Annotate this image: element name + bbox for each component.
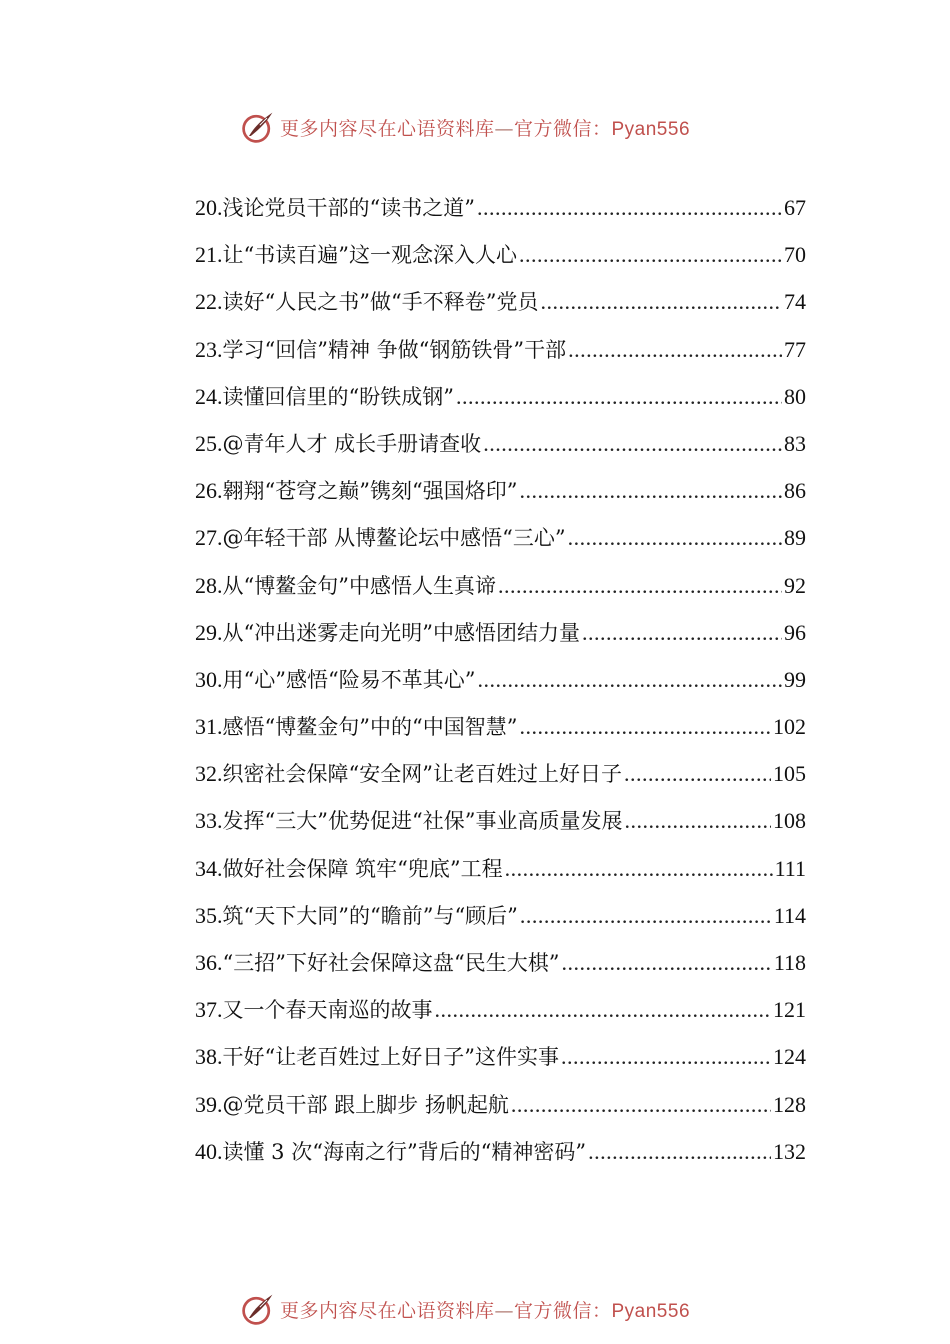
toc-dot-leader: [519, 703, 771, 750]
toc-dot-leader: [435, 986, 772, 1033]
toc-dot-leader: [519, 467, 782, 514]
toc-entry-title: 读懂回信里的“盼铁成钢”: [222, 384, 454, 409]
toc-entry-number: 40.: [195, 1138, 223, 1164]
toc-entry-page: 108: [773, 808, 806, 834]
toc-entry-title: 用“心”感悟“险易不革其心”: [222, 667, 476, 692]
banner-wechat-id: Pyan556: [611, 118, 691, 140]
toc-entry-number: 30.: [195, 666, 223, 692]
toc-entry[interactable]: [195, 467, 806, 514]
toc-entry-title: 翱翔“苍穹之巅”镌刻“强国烙印”: [222, 479, 518, 504]
toc-entry-title: 织密社会保障“安全网”让老百姓过上好日子: [222, 762, 622, 787]
toc-dot-leader: [561, 1033, 771, 1080]
toc-entry-title: 筑“天下大同”的“瞻前”与“顾后”: [222, 903, 518, 928]
toc-dot-leader: [511, 1081, 771, 1128]
footer-banner: [0, 1287, 950, 1331]
toc-dot-leader: [519, 231, 782, 278]
toc-entry[interactable]: [195, 184, 806, 231]
toc-dot-leader: [624, 797, 771, 844]
toc-entry[interactable]: [195, 1033, 806, 1080]
toc-entry-page: 70: [784, 242, 806, 268]
banner-label: 官方微信：: [513, 1299, 612, 1322]
toc-entry-page: 92: [784, 572, 806, 598]
toc-entry-page: 132: [773, 1138, 806, 1164]
toc-entry-number: 21.: [195, 242, 223, 268]
toc-entry[interactable]: [195, 609, 806, 656]
toc-entry-page: 96: [784, 619, 806, 645]
toc-entry-page: 111: [774, 855, 806, 881]
toc-entry-page: 67: [784, 195, 806, 220]
toc-entry[interactable]: [195, 797, 806, 844]
quill-logo-icon: [240, 1291, 276, 1327]
toc-entry-title: 让“书读百遍”这一观念深入人心: [222, 243, 517, 268]
toc-entry[interactable]: [195, 892, 806, 939]
toc-entry-title: 读懂 3 次“海南之行”背后的“精神密码”: [222, 1139, 587, 1164]
toc-dot-leader: [477, 656, 782, 703]
toc-entry-number: 34.: [195, 855, 223, 881]
toc-entry-title: 从“冲出迷雾走向光明”中感悟团结力量: [222, 620, 580, 645]
toc-entry[interactable]: [195, 420, 806, 467]
toc-entry-page: 99: [784, 666, 806, 692]
toc-entry-title: “三招”下好社会保障这盘“民生大棋”: [222, 951, 560, 975]
toc-entry[interactable]: [195, 326, 806, 373]
toc-dot-leader: [456, 373, 782, 420]
toc-entry-title: @年轻干部 从博鳌论坛中感悟“三心”: [222, 526, 566, 551]
toc-entry-page: 80: [784, 383, 806, 409]
toc-entry-title: 又一个春天南巡的故事: [222, 998, 433, 1023]
toc-entry-page: 77: [784, 336, 806, 362]
toc-entry[interactable]: [195, 656, 806, 703]
table-of-contents: [195, 184, 806, 1175]
banner-text: [280, 114, 690, 141]
toc-entry-number: 32.: [195, 761, 223, 787]
toc-entry-number: 26.: [195, 478, 223, 504]
toc-entry[interactable]: [195, 939, 806, 986]
toc-dot-leader: [505, 845, 773, 892]
toc-entry[interactable]: [195, 750, 806, 797]
toc-entry-title: @青年人才 成长手册请查收: [222, 431, 482, 456]
banner-text: [280, 1296, 690, 1323]
toc-entry-number: 24.: [195, 383, 223, 409]
toc-dot-leader: [568, 514, 782, 561]
banner-separator: —: [494, 1299, 514, 1322]
toc-dot-leader: [520, 892, 772, 939]
toc-entry-title: 干好“让老百姓过上好日子”这件实事: [222, 1045, 559, 1070]
toc-entry[interactable]: [195, 373, 806, 420]
toc-entry-page: 102: [773, 714, 806, 740]
toc-entry-page: 124: [773, 1044, 806, 1070]
toc-entry-number: 39.: [195, 1091, 223, 1117]
toc-entry-number: 33.: [195, 808, 223, 834]
toc-entry[interactable]: [195, 562, 806, 609]
toc-entry[interactable]: [195, 514, 806, 561]
toc-entry-title: 从“博鳌金句”中感悟人生真谛: [222, 573, 496, 598]
banner-label: 官方微信：: [513, 117, 612, 140]
banner-main-text: 更多内容尽在心语资料库: [279, 117, 495, 140]
toc-entry-number: 35.: [195, 902, 223, 928]
toc-entry-number: 28.: [195, 572, 223, 598]
toc-dot-leader: [477, 184, 782, 231]
toc-dot-leader: [498, 562, 782, 609]
toc-entry[interactable]: [195, 986, 806, 1033]
toc-entry-number: 37.: [195, 997, 223, 1023]
toc-entry-number: 31.: [195, 714, 223, 740]
toc-dot-leader: [483, 420, 782, 467]
toc-dot-leader: [588, 1128, 771, 1175]
toc-entry-number: 20.: [195, 195, 223, 220]
toc-dot-leader: [582, 609, 782, 656]
toc-entry-page: 86: [784, 478, 806, 504]
toc-entry-title: @党员干部 跟上脚步 扬帆起航: [222, 1092, 509, 1117]
toc-entry-number: 29.: [195, 619, 223, 645]
toc-entry-number: 23.: [195, 336, 223, 362]
quill-logo-icon: [240, 109, 276, 145]
toc-entry-number: 38.: [195, 1044, 223, 1070]
toc-entry-page: 128: [773, 1091, 806, 1117]
header-banner: [0, 105, 950, 149]
toc-entry[interactable]: [195, 1128, 806, 1175]
toc-entry[interactable]: [195, 703, 806, 750]
toc-entry-title: 发挥“三大”优势促进“社保”事业高质量发展: [222, 809, 623, 834]
toc-entry-page: 83: [784, 430, 806, 456]
toc-entry-page: 89: [784, 525, 806, 551]
toc-entry-title: 浅论党员干部的“读书之道”: [222, 196, 475, 220]
toc-dot-leader: [540, 278, 782, 325]
toc-dot-leader: [561, 939, 771, 986]
toc-entry-number: 22.: [195, 289, 223, 315]
toc-entry[interactable]: [195, 1081, 806, 1128]
toc-entry-title: 感悟“博鳌金句”中的“中国智慧”: [222, 715, 518, 740]
banner-separator: —: [494, 117, 514, 140]
toc-entry-title: 学习“回信”精神 争做“钢筋铁骨”干部: [222, 337, 567, 362]
toc-entry[interactable]: [195, 231, 806, 278]
toc-entry-title: 读好“人民之书”做“手不释卷”党员: [222, 290, 539, 315]
toc-dot-leader: [624, 750, 771, 797]
toc-entry-number: 25.: [195, 430, 223, 456]
toc-entry-title: 做好社会保障 筑牢“兜底”工程: [222, 856, 503, 881]
toc-entry[interactable]: [195, 845, 806, 892]
toc-entry-number: 36.: [195, 950, 223, 975]
toc-entry[interactable]: [195, 278, 806, 325]
toc-entry-page: 118: [773, 950, 806, 975]
banner-main-text: 更多内容尽在心语资料库: [279, 1299, 495, 1322]
toc-entry-page: 114: [773, 902, 806, 928]
toc-dot-leader: [568, 326, 782, 373]
toc-entry-number: 27.: [195, 525, 223, 551]
toc-entry-page: 105: [773, 761, 806, 787]
toc-entry-page: 74: [784, 289, 806, 315]
toc-entry-page: 121: [773, 997, 806, 1023]
banner-wechat-id: Pyan556: [611, 1300, 691, 1322]
